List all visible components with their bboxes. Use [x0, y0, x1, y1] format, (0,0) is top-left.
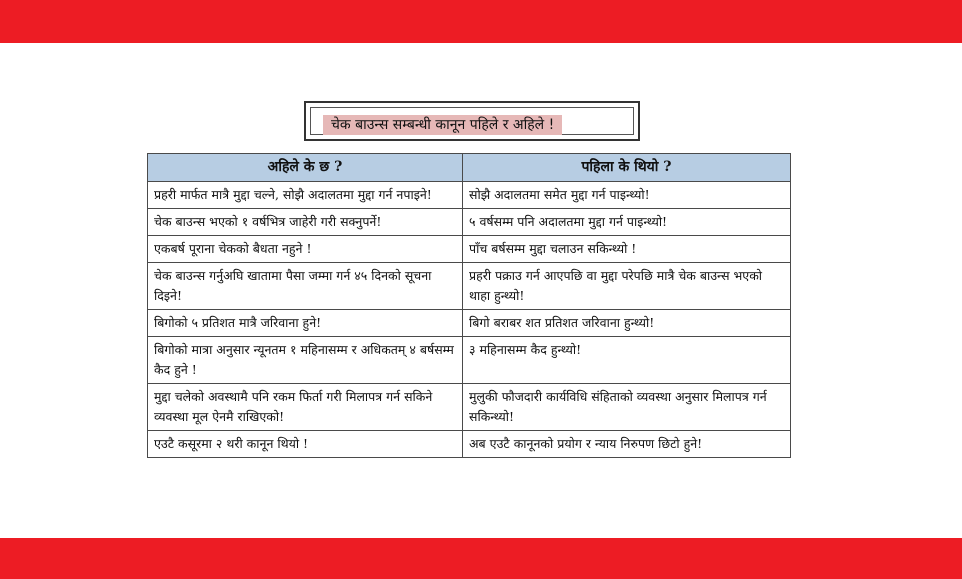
cell-now: बिगोको ५ प्रतिशत मात्रै जरिवाना हुने!: [148, 310, 463, 337]
header-row: [148, 154, 791, 182]
cell-now: बिगोको मात्रा अनुसार न्यूनतम १ महिनासम्म र अधिकतम् ४ बर्षसम्म कैद हुने !: [148, 337, 463, 384]
table-row: [148, 310, 791, 337]
table-row: [148, 431, 791, 458]
cell-now: एउटै कसूरमा २ थरी कानून थियो !: [148, 431, 463, 458]
cell-now: प्रहरी मार्फत मात्रै मुद्दा चल्ने, सोझै अदालतमा मुद्दा गर्न नपाइने!: [148, 182, 463, 209]
title-inner-frame: [310, 107, 634, 135]
cell-before: पाँच बर्षसम्म मुद्दा चलाउन सकिन्थ्यो !: [463, 236, 791, 263]
table-row: [148, 263, 791, 310]
header-before: पहिला के थियो ?: [463, 154, 791, 182]
table-row: [148, 209, 791, 236]
bottom-red-banner: [0, 538, 962, 579]
cell-before: अब एउटै कानूनको प्रयोग र न्याय निरुपण छिटो हुने!: [463, 431, 791, 458]
table-row: [148, 236, 791, 263]
cell-now: चेक बाउन्स गर्नुअघि खातामा पैसा जम्मा गर्न ४५ दिनको सूचना दिइने!: [148, 263, 463, 310]
comparison-table: [147, 153, 791, 458]
top-red-banner: [0, 0, 962, 43]
table-row: [148, 384, 791, 431]
header-now: अहिले के छ ?: [148, 154, 463, 182]
cell-before: मुलुकी फौजदारी कार्यविधि संहिताको व्यवस्था अनुसार मिलापत्र गर्न सकिन्थ्यो!: [463, 384, 791, 431]
table-row: [148, 337, 791, 384]
table-row: [148, 182, 791, 209]
cell-before: सोझै अदालतमा समेत मुद्दा गर्न पाइन्थ्यो!: [463, 182, 791, 209]
cell-now: चेक बाउन्स भएको १ वर्षभित्र जाहेरी गरी सक्नुपर्ने!: [148, 209, 463, 236]
page-title: चेक बाउन्स सम्बन्धी कानून पहिले र अहिले !: [323, 115, 562, 135]
title-box: [304, 101, 640, 141]
cell-before: बिगो बराबर शत प्रतिशत जरिवाना हुन्थ्यो!: [463, 310, 791, 337]
cell-before: ५ वर्षसम्म पनि अदालतमा मुद्दा गर्न पाइन्थ्यो!: [463, 209, 791, 236]
cell-now: मुद्दा चलेको अवस्थामै पनि रकम फिर्ता गरी मिलापत्र गर्न सकिने व्यवस्था मूल ऐनमै राखिएको!: [148, 384, 463, 431]
cell-before: ३ महिनासम्म कैद हुन्थ्यो!: [463, 337, 791, 384]
cell-now: एकबर्ष पूराना चेकको बैधता नहुने !: [148, 236, 463, 263]
cell-before: प्रहरी पक्राउ गर्न आएपछि वा मुद्दा परेपछि मात्रै चेक बाउन्स भएको थाहा हुन्थ्यो!: [463, 263, 791, 310]
